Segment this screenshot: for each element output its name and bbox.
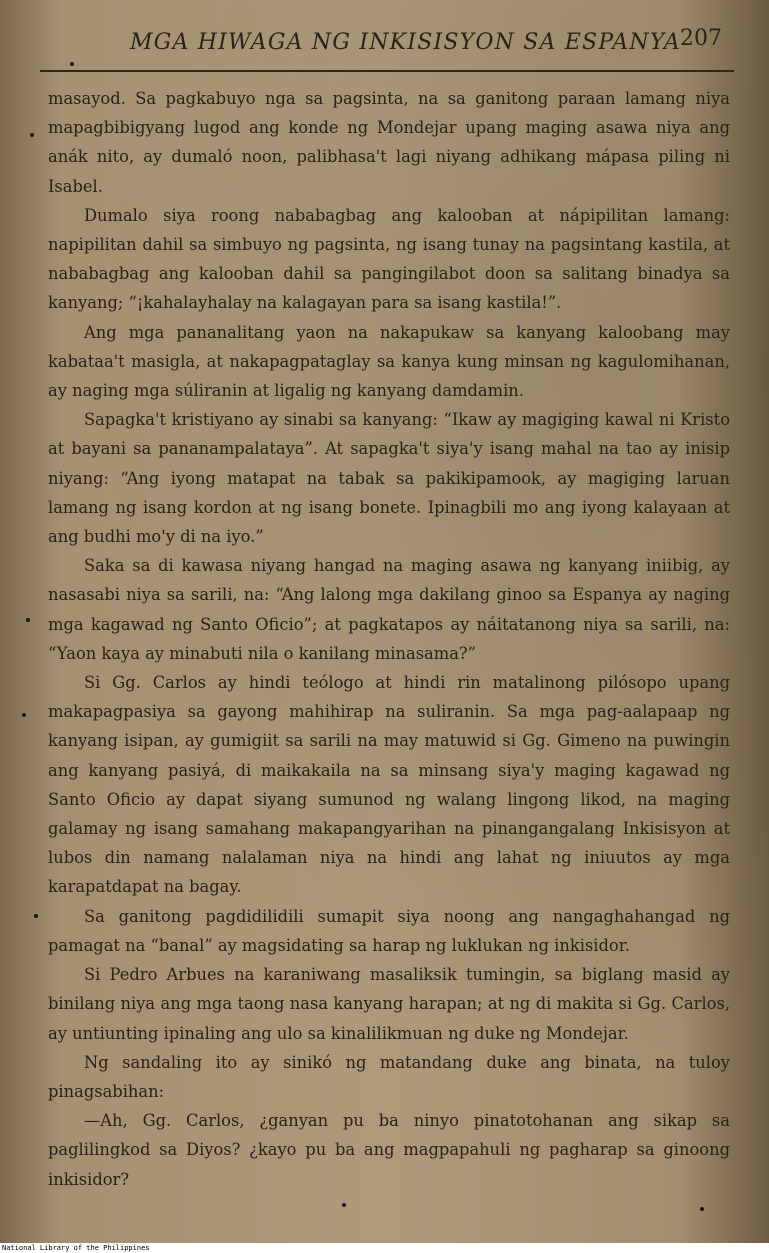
paragraph: Si Gg. Carlos ay hindi teólogo at hindi rin matalinong pilósopo upang makapagpasiya sa gayong mahihirap na suliranin. Sa mga pag-aalapaap ng kanyang isipan, ay gumigiit sa sarili na may matuwid si Gg. Gimeno na puwingin ang kanyang pasiyá, di maikakaila na sa minsang siya'y maging kagawad ng Santo Oficio ay dapat siyang sumunod ng walang lingong likod, na maging galamay ng isang samahang makapangyarihan na pinangangalang Inkisisyon at lubos din namang nalalaman niya na hindi ang lahat ng iniuutos ay mga karapatdapat na bagay. (48, 673, 730, 897)
margin-mark (342, 1203, 346, 1207)
margin-mark (26, 618, 30, 622)
paragraph: —Ah, Gg. Carlos, ¿ganyan pu ba ninyo pinatotohanan ang sikap sa paglilingkod sa Diyos? ¿kayo pu ba ang magpapahuli ng pagharap sa ginoong inkisidor? (48, 1111, 730, 1189)
header-rule (40, 70, 734, 72)
margin-mark (70, 62, 74, 66)
running-title: MGA HIWAGA NG INKISISYON SA ESPANYA (130, 30, 681, 55)
paragraph: Si Pedro Arbues na karaniwang masaliksik tumingin, sa biglang masid ay binilang niya ang mga taong nasa kanyang harapan; at ng di makita si Gg. Carlos, ay untiunting ipinaling ang ulo sa kinalilikmuan ng duke ng Mondejar. (48, 965, 730, 1043)
margin-mark (34, 914, 38, 918)
page-header (40, 18, 730, 68)
paragraph: Ng sandaling ito ay sinikó ng matandang duke ang binata, na tuloy pinagsabihan: (48, 1052, 730, 1101)
margin-mark (700, 1207, 704, 1211)
paragraph: Saka sa di kawasa niyang hangad na maging asawa ng kanyang iniibig, ay nasasabi niya sa sarili, na: “Ang lalong mga dakilang ginoo sa Espanya ay naging mga kagawad ng Santo Oficio”; at pagkatapos ay náitatanong niya sa sarili, na: “Yaon kaya ay minabuti nila o kanilang minasama?” (48, 556, 730, 663)
body-text (48, 84, 730, 1194)
scan-credit: National Library of the Philippines (2, 1244, 150, 1252)
margin-mark (30, 133, 34, 137)
margin-mark (22, 713, 26, 717)
paragraph: masayod. Sa pagkabuyo nga sa pagsinta, na sa ganitong paraan lamang niya mapagbibigyang lugod ang konde ng Mondejar upang maging asawa niya ang anák nito, ay dumaló noon, palibhasa't lagi niyang adhikang mápasa piling ni Isabel. (48, 89, 730, 196)
page-number: 207 (680, 26, 722, 51)
paragraph: Dumalo siya roong nababagbag ang kalooban at nápipilitan lamang: napipilitan dahil sa simbuyo ng pagsinta, ng isang tunay na pagsintang kastila, at nababagbag ang kalooban dahil sa pangingilabot doon sa salitang binadya sa kanyang; “¡kahalayhalay na kalagayan para sa isang kastila!”. (48, 205, 730, 313)
scan-footer (0, 1243, 769, 1253)
paragraph: Sapagka't kristiyano ay sinabi sa kanyang: “Ikaw ay magiging kawal ni Kristo at bayani sa pananampalataya”. At sapagka't siya'y isang mahal na tao ay inisip niyang: “Ang iyong matapat na tabak sa pakikipamook, ay magiging laruan lamang ng isang kordon at ng isang bonete. Ipinagbili mo ang iyong kalayaan at ang budhi mo'y di na iyo.” (48, 410, 730, 547)
paragraph: Ang mga pananalitang yaon na nakapukaw sa kanyang kaloobang may kabataa't masigla, at nakapagpataglay sa kanya kung minsan ng kagulomihanan, ay naging mga súliranin at ligalig ng kanyang damdamin. (48, 322, 730, 401)
paragraph: Sa ganitong pagdidilidili sumapit siya noong ang nangaghahangad ng pamagat na “banal” ay magsidating sa harap ng luklukan ng inkisidor. (48, 906, 730, 955)
